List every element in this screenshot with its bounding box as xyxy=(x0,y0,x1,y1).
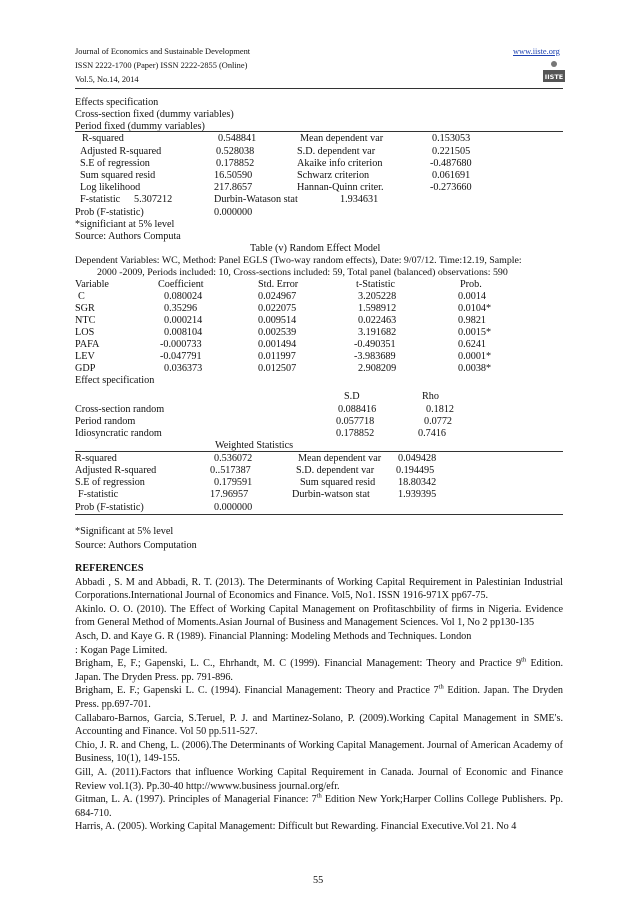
table-cell: 1.598912 xyxy=(358,303,397,314)
table-cell: 0.0001* xyxy=(458,351,492,362)
reference-item: Abbadi , S. M and Abbadi, R. T. (2013). The Determinants of Working Capital Requirement in Palestinian Industrial Corporations.International Journal of Economics and Finance. Vol5, No1. ISSN 1916-971X pp67-75. xyxy=(75,576,563,602)
stat-label: Prob (F-statistic) xyxy=(75,502,144,513)
stat-label: Sum squared resid xyxy=(300,477,376,488)
dependent-line-1: Dependent Variables: WC, Method: Panel EGLS (Two-way random effects), Date: 9/07/12. Time:12.19, Sample: xyxy=(75,255,522,266)
stat-label: F-statistic xyxy=(80,194,121,205)
fixed-sig-note: *significiant at 5% level xyxy=(75,219,175,230)
stat-value: 0.178852 xyxy=(216,158,255,169)
dependent-line-2: 2000 -2009, Periods included: 10, Cross-sections included: 59, Total panel (balanced) observations: 590 xyxy=(97,267,508,278)
effect-sd: 0.178852 xyxy=(336,428,375,439)
rho-header: Rho xyxy=(422,391,439,402)
stat-label: Mean dependent var xyxy=(300,133,384,144)
stat-label: Schwarz criterion xyxy=(297,170,370,181)
effect-sd: 0.057718 xyxy=(336,416,375,427)
stat-label: S.D. dependent var xyxy=(296,465,375,476)
stat-label: Durbin-watson stat xyxy=(292,489,370,500)
table-cell: -0.000733 xyxy=(160,339,202,350)
stat-label: S.E of regression xyxy=(75,477,145,488)
stat-value: 1.939395 xyxy=(398,489,437,500)
table-cell: 3.191682 xyxy=(358,327,397,338)
volume: Vol.5, No.14, 2014 xyxy=(75,75,139,84)
table-cell: 0.002539 xyxy=(258,327,297,338)
table-cell: 0.022463 xyxy=(358,315,397,326)
reference-item: Brigham, E, F.; Gapenski, L. C., Ehrhandt, M. C (1999). Financial Management: Theory and Practice 9th Edition. Japan. The Dryden Press. pp. 791-896. xyxy=(75,656,563,683)
table-bottom-rule xyxy=(75,514,563,515)
journal-url[interactable]: www.iiste.org xyxy=(513,47,560,56)
table-cell: 0.022075 xyxy=(258,303,297,314)
fixed-source: Source: Authors Computa xyxy=(75,231,181,242)
stat-label: Durbin-Watason stat xyxy=(214,194,298,205)
journal-name: Journal of Economics and Sustainable Development xyxy=(75,47,251,56)
stat-value: 0.049428 xyxy=(398,453,437,464)
table-cell: 2.908209 xyxy=(358,363,397,374)
random-source: Source: Authors Computation xyxy=(75,540,197,551)
stat-label: Hannan-Quinn criter. xyxy=(297,182,384,193)
table-cell: LOS xyxy=(75,327,95,338)
table-cell: 0.0038* xyxy=(458,363,492,374)
stat-value: 17.96957 xyxy=(210,489,249,500)
stat-value: 5.307212 xyxy=(134,194,173,205)
stat-value: 0.153053 xyxy=(432,133,471,144)
table-cell: 0.6241 xyxy=(458,339,487,350)
reference-item: Brigham, E. F.; Gapenski L. C. (1994). Financial Management: Theory and Practice 7th Edition. Japan. The Dryden Press. pp.697-701. xyxy=(75,683,563,710)
stat-value: 0.528038 xyxy=(216,146,255,157)
fixed-cross-section: Cross-section fixed (dummy variables) xyxy=(75,109,234,120)
stat-value: 0.000000 xyxy=(214,502,253,513)
reference-item: Callabaro-Barnos, Garcia, S.Teruel, P. J. and Martinez-Solano, P. (2009).Working Capital Management in SME's. Accounting and Finance. Vol 50 pp.511-527. xyxy=(75,712,563,738)
stat-label: Mean dependent var xyxy=(298,453,382,464)
reference-item: Chio, J. R. and Cheng, L. (2006).The Determinants of Working Capital Management. Journal of American Academy of Business, 10(1), 149-155. xyxy=(75,739,563,765)
col-header: t-Statistic xyxy=(356,279,396,290)
table-cell: 0.011997 xyxy=(258,351,296,362)
table-cell: 0.9821 xyxy=(458,315,487,326)
table-cell: -0.490351 xyxy=(354,339,396,350)
table-cell: GDP xyxy=(75,363,96,374)
table-cell: 0.001494 xyxy=(258,339,297,350)
table-cell: PAFA xyxy=(75,339,100,350)
stat-value: -0.273660 xyxy=(430,182,472,193)
reference-item: Harris, A. (2005). Working Capital Management: Difficult but Rewarding. Financial Executive.Vol 21. No 4 xyxy=(75,821,517,833)
table-cell: NTC xyxy=(75,315,96,326)
stat-label: Akaike info criterion xyxy=(297,158,383,169)
effect-sd: 0.088416 xyxy=(338,404,377,415)
table-cell: 0.000214 xyxy=(164,315,203,326)
reference-item: Akinlo. O. O. (2010). The Effect of Working Capital Management on Profitaschbility of firms in Nigeria. Evidence from General Method of Moments.Asian Journal of Business and Management Sciences. Vol 1, No 2 pp130-135 xyxy=(75,603,563,629)
stat-value: 0.000000 xyxy=(214,207,253,218)
table-cell: C xyxy=(78,291,85,302)
stat-value: 217.8657 xyxy=(214,182,253,193)
stat-value: 0.061691 xyxy=(432,170,471,181)
weighted-rule xyxy=(75,451,563,452)
col-header: Prob. xyxy=(460,279,482,290)
stat-label: R-squared xyxy=(75,453,117,464)
stat-value: 0.221505 xyxy=(432,146,471,157)
logo-text: IISTE xyxy=(544,73,564,81)
issn: ISSN 2222-1700 (Paper) ISSN 2222-2855 (Online) xyxy=(75,61,248,70)
reference-item: Gitman, L. A. (1997). Principles of Managerial Finance: 7th Edition New York;Harper Collins College Publishers. Pp. 684-710. xyxy=(75,792,563,819)
table-cell: 0.080024 xyxy=(164,291,203,302)
fixed-spec: Effects specification xyxy=(75,97,159,108)
references xyxy=(75,562,563,834)
stat-label: S.E of regression xyxy=(80,158,150,169)
reference-item: : Kogan Page Limited. xyxy=(75,644,168,656)
table-cell: -3.983689 xyxy=(354,351,396,362)
stat-label: Adjusted R-squared xyxy=(80,146,162,157)
random-spec: Effect specification xyxy=(75,375,155,386)
stat-value: 0.179591 xyxy=(214,477,253,488)
table-cell: 0.0104* xyxy=(458,303,492,314)
table-cell: 0.024967 xyxy=(258,291,297,302)
table-title: Table (v) Random Effect Model xyxy=(250,243,381,254)
effect-rho: 0.7416 xyxy=(418,428,447,439)
table-cell: SGR xyxy=(75,303,95,314)
fixed-period: Period fixed (dummy variables) xyxy=(75,121,205,132)
sd-header: S.D xyxy=(344,391,360,402)
iiste-logo xyxy=(540,58,568,86)
table-cell: 0.008104 xyxy=(164,327,203,338)
stat-label: F-statistic xyxy=(78,489,119,500)
table-cell: 0.036373 xyxy=(164,363,203,374)
reference-item: Asch, D. and Kaye G. R (1989). Financial Planning: Modeling Methods and Techniques. London xyxy=(75,630,472,642)
stat-label: Log likelihood xyxy=(80,182,141,193)
table-cell: 0.009514 xyxy=(258,315,297,326)
table-cell: -0.047791 xyxy=(160,351,202,362)
weighted-title: Weighted Statistics xyxy=(215,440,294,451)
stat-value: 16.50590 xyxy=(214,170,253,181)
col-header: Variable xyxy=(75,279,109,290)
random-sig-note: *Significant at 5% level xyxy=(75,526,174,537)
page-number: 55 xyxy=(313,875,324,886)
table-cell: LEV xyxy=(75,351,95,362)
table-cell: 3.205228 xyxy=(358,291,397,302)
effect-label: Idiosyncratic random xyxy=(75,428,162,439)
table-cell: 0.0014 xyxy=(458,291,487,302)
references-title: REFERENCES xyxy=(75,563,144,574)
stat-value: 0.194495 xyxy=(396,465,435,476)
table-cell: 0.012507 xyxy=(258,363,297,374)
stat-value: 18.80342 xyxy=(398,477,437,488)
table-cell: 0.0015* xyxy=(458,327,492,338)
effect-rho: 0.0772 xyxy=(424,416,453,427)
table-cell: 0.35296 xyxy=(164,303,198,314)
stat-value: 1.934631 xyxy=(340,194,379,205)
reference-item: Gill, A. (2011).Factors that influence Working Capital Requirement in Canada. Journal of Economic and Finance Review vol.1(3). Pp.30-40 http://wwww.business journal.org/efr. xyxy=(75,766,563,792)
header-rule xyxy=(75,88,563,89)
stat-value: 0..517387 xyxy=(210,465,251,476)
col-header: Std. Error xyxy=(258,279,299,290)
fixed-rule xyxy=(75,131,563,132)
stat-label: S.D. dependent var xyxy=(297,146,376,157)
stat-value: -0.487680 xyxy=(430,158,472,169)
stat-value: 0.548841 xyxy=(218,133,257,144)
stat-value: 0.536072 xyxy=(214,453,253,464)
stat-label: Sum squared resid xyxy=(80,170,156,181)
effect-label: Period random xyxy=(75,416,136,427)
stat-label: R-squared xyxy=(82,133,124,144)
stat-label: Prob (F-statistic) xyxy=(75,207,144,218)
stat-label: Adjusted R-squared xyxy=(75,465,157,476)
col-header: Coefficient xyxy=(158,279,204,290)
effect-label: Cross-section random xyxy=(75,404,165,415)
effect-rho: 0.1812 xyxy=(426,404,455,415)
